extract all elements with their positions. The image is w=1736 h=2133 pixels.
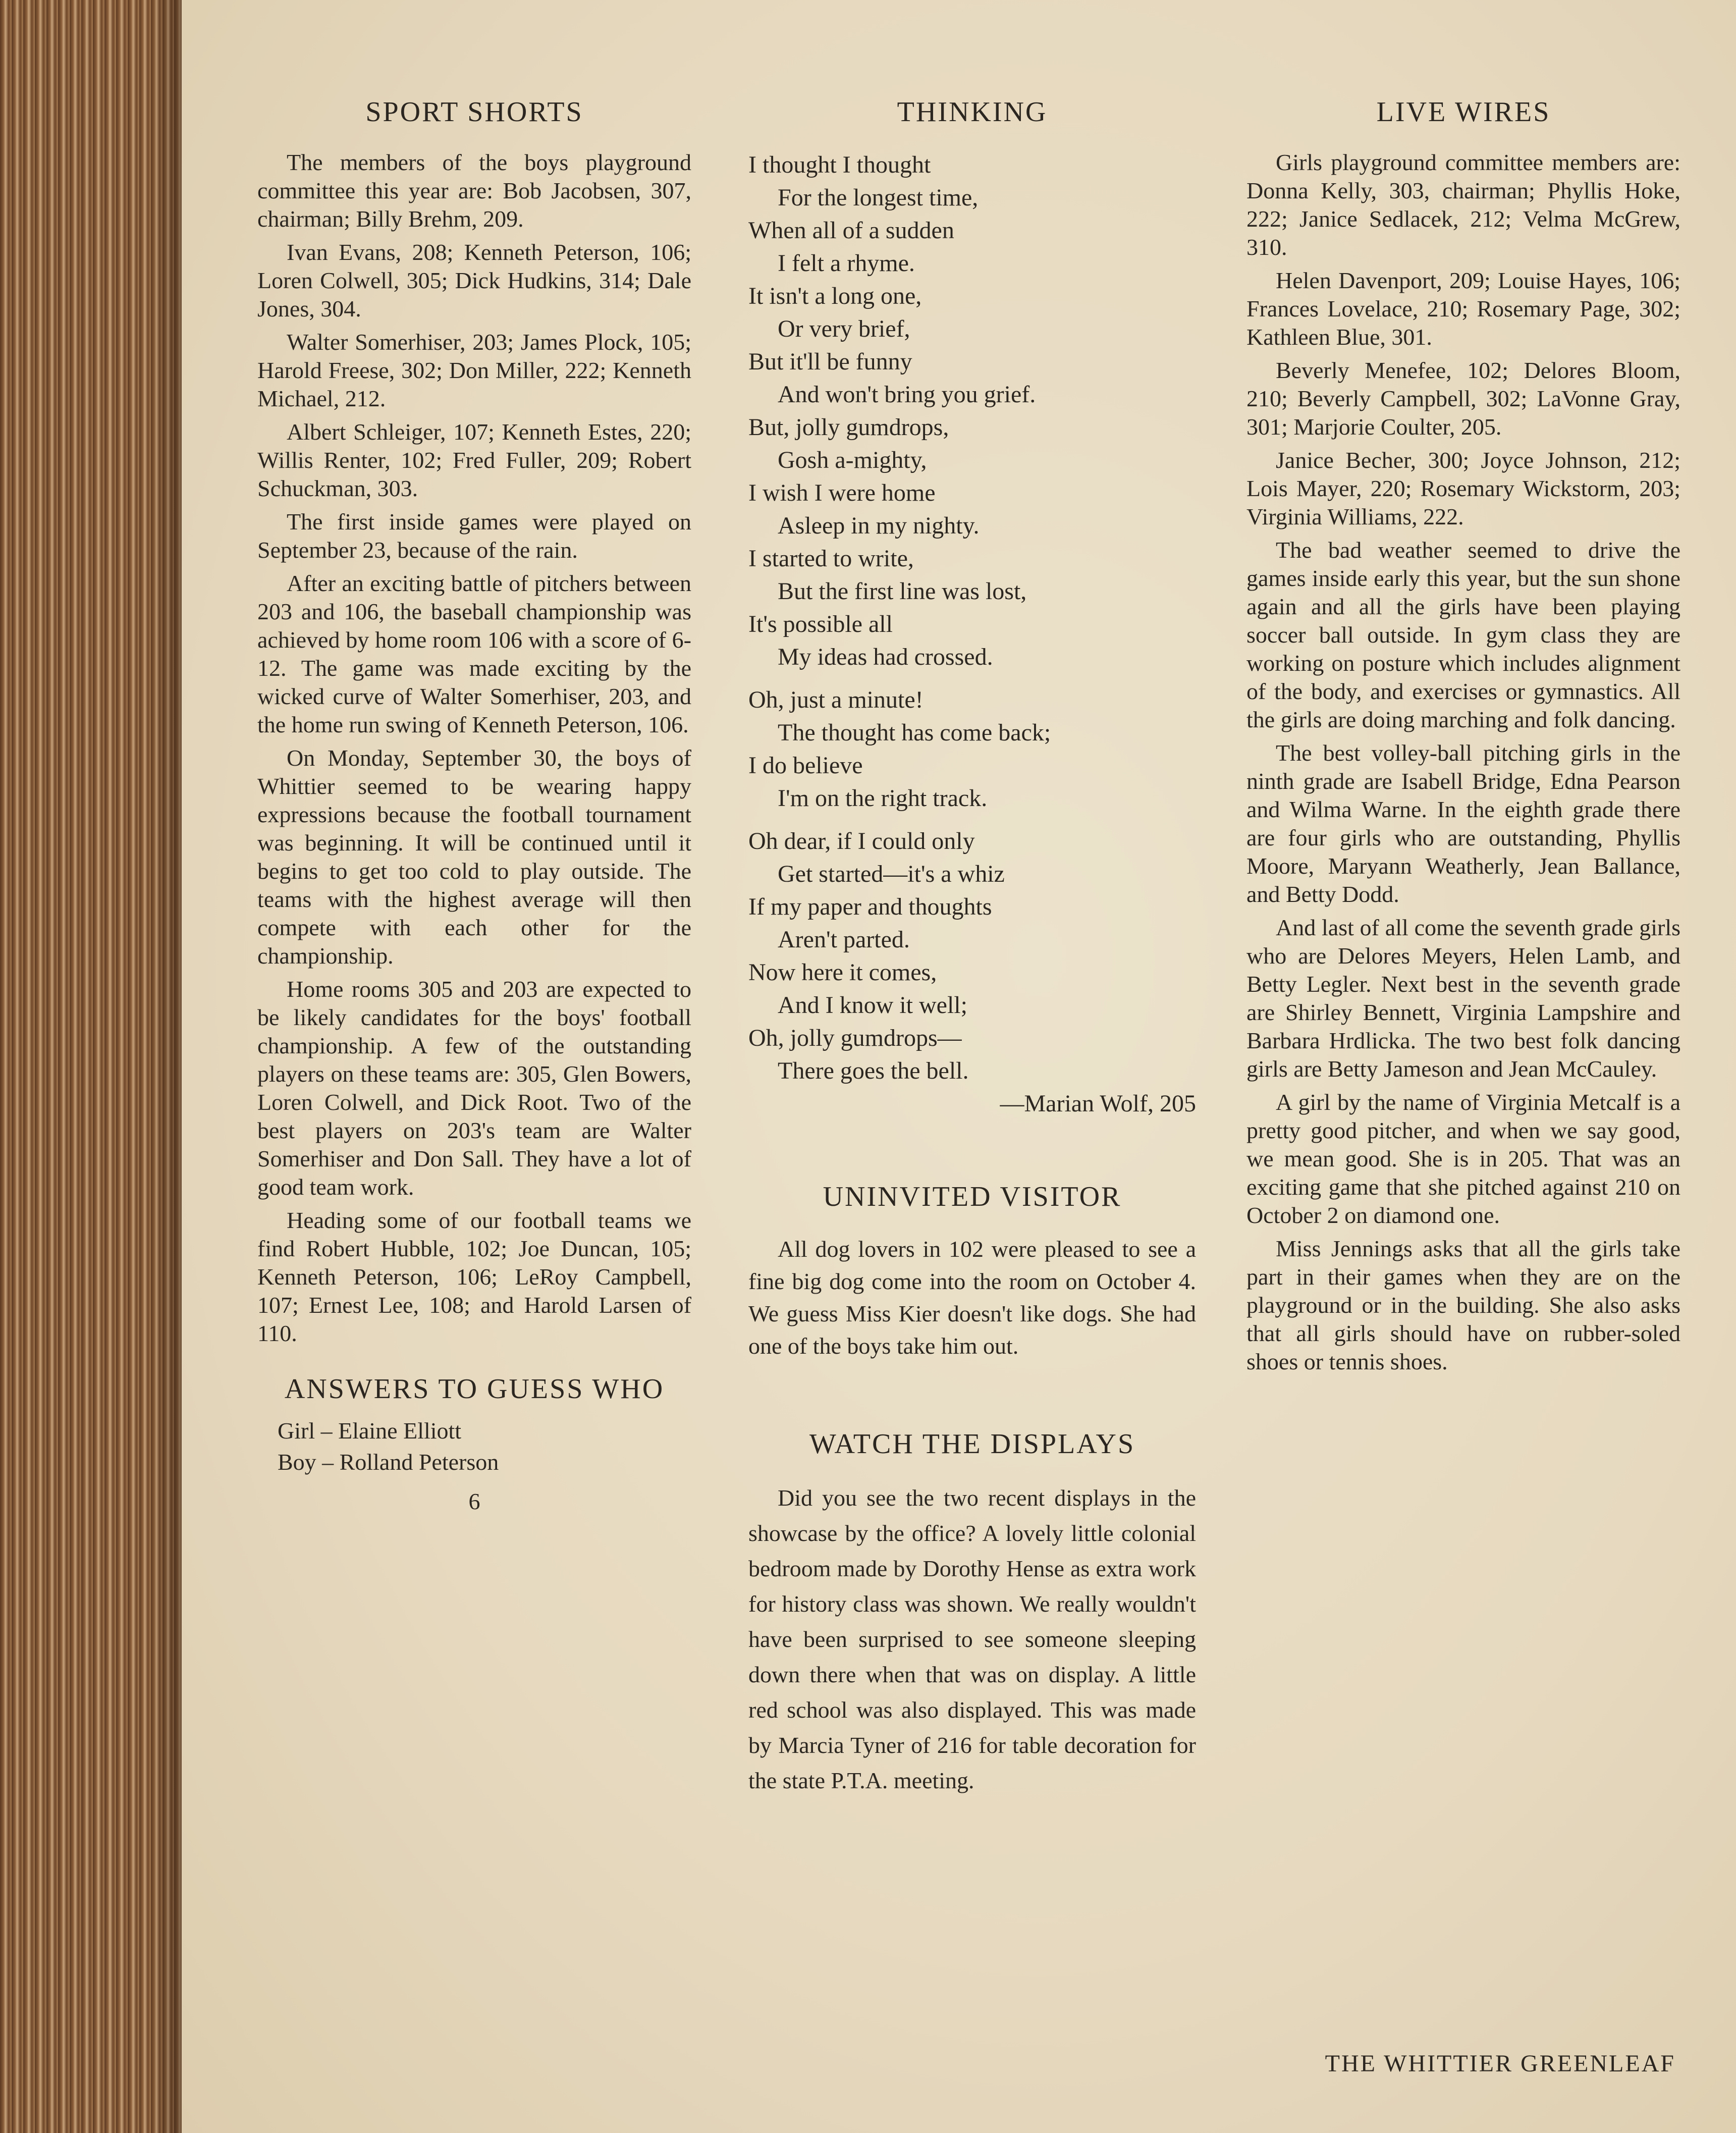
section-gap [748,1367,1196,1418]
live-wires-paragraph: The best volley-ball pitching girls in the ninth grade are Isabell Bridge, Edna Pearson and Wilma Warne. In the eighth grade there are four girls who are outstanding, Phyllis Moore, Maryann Weatherly, Jean Ballance, and Betty Dodd. [1246,740,1680,907]
poem-line: And I know it well; [778,992,967,1019]
sport-shorts-paragraph: Albert Schleiger, 107; Kenneth Estes, 220; Willis Renter, 102; Fred Fuller, 209; Robert Schuckman, 303. [257,419,691,501]
thinking-title: THINKING [897,96,1048,128]
poem-author: —Marian Wolf, 205 [1000,1090,1196,1117]
sport-shorts-paragraph: The first inside games were played on September 23, because of the rain. [257,509,691,563]
thinking-poem [748,148,1196,1120]
poem-line: But, jolly gumdrops, [748,414,949,441]
publication-footer: THE WHITTIER GREENLEAF [1325,2050,1675,2077]
poem-line: For the longest time, [778,184,979,211]
poem-line: The thought has come back; [778,719,1051,746]
poem-line: It's possible all [748,611,893,637]
poem-line: I'm on the right track. [778,785,988,812]
uninvited-visitor-text: All dog lovers in 102 were pleased to see a fine big dog come into the room on October 4. We guess Miss Kier doesn't like dogs. She had one of the boys take him out. [748,1236,1196,1359]
poem-line: I thought I thought [748,151,931,178]
poem-line: Oh, jolly gumdrops— [748,1025,962,1051]
page-number: 6 [468,1488,480,1514]
sport-shorts-paragraph: Home rooms 305 and 203 are expected to be likely candidates for the boys' football championship. A few of the outstanding players on these teams are: 305, Glen Bowers, Loren Colwell, and Dick Root. Two of the best players on 203's team are Walter Somerhiser and Don Sall. They have a lot of good team work. [257,976,691,1200]
uninvited-visitor-title: UNINVITED VISITOR [823,1181,1122,1212]
poem-line: My ideas had crossed. [778,644,993,670]
sport-shorts-paragraph: Walter Somerhiser, 203; James Plock, 105; Harold Freese, 302; Don Miller, 222; Kenneth Michael, 212. [257,329,691,411]
live-wires-paragraph: Beverly Menefee, 102; Delores Bloom, 210; Beverly Campbell, 302; LaVonne Gray, 301; Marjorie Coulter, 205. [1246,357,1680,440]
stanza-gap [748,815,1196,825]
poem-line: I do believe [748,752,863,779]
poem-line: And won't bring you grief. [778,381,1036,408]
answers-section [257,1373,691,1478]
poem-line: Gosh a-mighty, [778,447,927,473]
poem-line: Now here it comes, [748,959,937,986]
column-sport-shorts [257,86,691,2079]
poem-line: Oh dear, if I could only [748,828,975,855]
section-gap [748,1120,1196,1170]
poem-line: There goes the bell. [778,1057,969,1084]
answer-boy: Boy – Rolland Peterson [278,1449,499,1475]
newsletter-page [182,0,1736,2133]
answer-girl: Girl – Elaine Elliott [278,1418,462,1444]
poem-line: I wish I were home [748,479,936,506]
poem-line: But the first line was lost, [778,578,1027,605]
live-wires-paragraph: A girl by the name of Virginia Metcalf is a pretty good pitcher, and when we say good, we mean good. She is in 205. That was an exciting game that she pitched against 210 on October 2 on diamond one. [1246,1089,1680,1228]
poem-line: But it'll be funny [748,348,912,375]
sport-shorts-paragraph: After an exciting battle of pitchers between 203 and 106, the baseball championship was achieved by home room 106 with a score of 6-12. The game was made exciting by the wicked curve of Walter Somerhiser, 203, and the home run swing of Kenneth Peterson, 106. [257,570,691,737]
poem-line: It isn't a long one, [748,283,922,309]
live-wires-title: LIVE WIRES [1376,96,1551,128]
sport-shorts-paragraph: Heading some of our football teams we find Robert Hubble, 102; Joe Duncan, 105; Kenneth Peterson, 106; LeRoy Campbell, 107; Ernest Lee, 108; and Harold Larsen of 110. [257,1207,691,1346]
sport-shorts-paragraph: On Monday, September 30, the boys of Whittier seemed to be wearing happy expressions because the football tournament was beginning. It will be continued until it begins to get too cold to play outside. The teams with the highest average will then compete with each other for the championship. [257,745,691,969]
answers-title: ANSWERS TO GUESS WHO [284,1373,665,1405]
live-wires-paragraph: And last of all come the seventh grade girls who are Delores Meyers, Helen Lamb, and Betty Legler. Next best in the seventh grade are Shirley Bennett, Virginia Lampshire and Barbara Hrdlicka. The two best folk dancing girls are Betty Jameson and Jean McCauley. [1246,915,1680,1082]
poem-line: If my paper and thoughts [748,893,992,920]
live-wires-paragraph: Helen Davenport, 209; Louise Hayes, 106; Frances Lovelace, 210; Rosemary Page, 302; Kathleen Blue, 301. [1246,268,1680,350]
poem-line: Aren't parted. [778,926,910,953]
poem-line: I started to write, [748,545,914,572]
column-thinking [748,86,1196,2079]
poem-line: When all of a sudden [748,217,954,244]
column-live-wires [1246,86,1680,2079]
sport-shorts-paragraph: Ivan Evans, 208; Kenneth Peterson, 106; Loren Colwell, 305; Dick Hudkins, 314; Dale Jones, 304. [257,239,691,322]
watch-displays-text: Did you see the two recent displays in the showcase by the office? A lovely little colonial bedroom made by Dorothy Hense as extra work for history class was shown. We really wouldn't have been surprised to see someone sleeping down there when that was on display. A little red school was also displayed. This was made by Marcia Tyner of 216 for table decoration for the state P.T.A. meeting. [748,1485,1196,1793]
poem-line: Get started—it's a whiz [778,861,1005,887]
sport-shorts-title: SPORT SHORTS [365,96,583,128]
stanza-gap [748,673,1196,683]
live-wires-paragraph: Janice Becher, 300; Joyce Johnson, 212; Lois Mayer, 220; Rosemary Wickstorm, 203; Virginia Williams, 222. [1246,447,1680,529]
watch-displays-title: WATCH THE DISPLAYS [809,1428,1135,1460]
live-wires-paragraph: The bad weather seemed to drive the games inside early this year, but the sun shone again and all the girls have been playing soccer ball outside. In gym class they are working on posture which includes alignment of the body, and exercises or gymnastics. All the girls are doing marching and folk dancing. [1246,537,1680,732]
live-wires-paragraph: Miss Jennings asks that all the girls take part in their games when they are on the playground or in the building. She also asks that all girls should have on rubber-soled shoes or tennis shoes. [1246,1236,1680,1374]
live-wires-paragraph: Girls playground committee members are: Donna Kelly, 303, chairman; Phyllis Hoke, 222; Janice Sedlacek, 212; Velma McGrew, 310. [1246,149,1680,260]
poem-line: I felt a rhyme. [778,250,915,277]
poem-line: Or very brief, [778,315,910,342]
poem-line: Oh, just a minute! [748,686,924,713]
poem-line: Asleep in my nighty. [778,512,980,539]
sport-shorts-paragraph: The members of the boys playground committee this year are: Bob Jacobsen, 307, chairman; Billy Brehm, 209. [257,149,691,232]
